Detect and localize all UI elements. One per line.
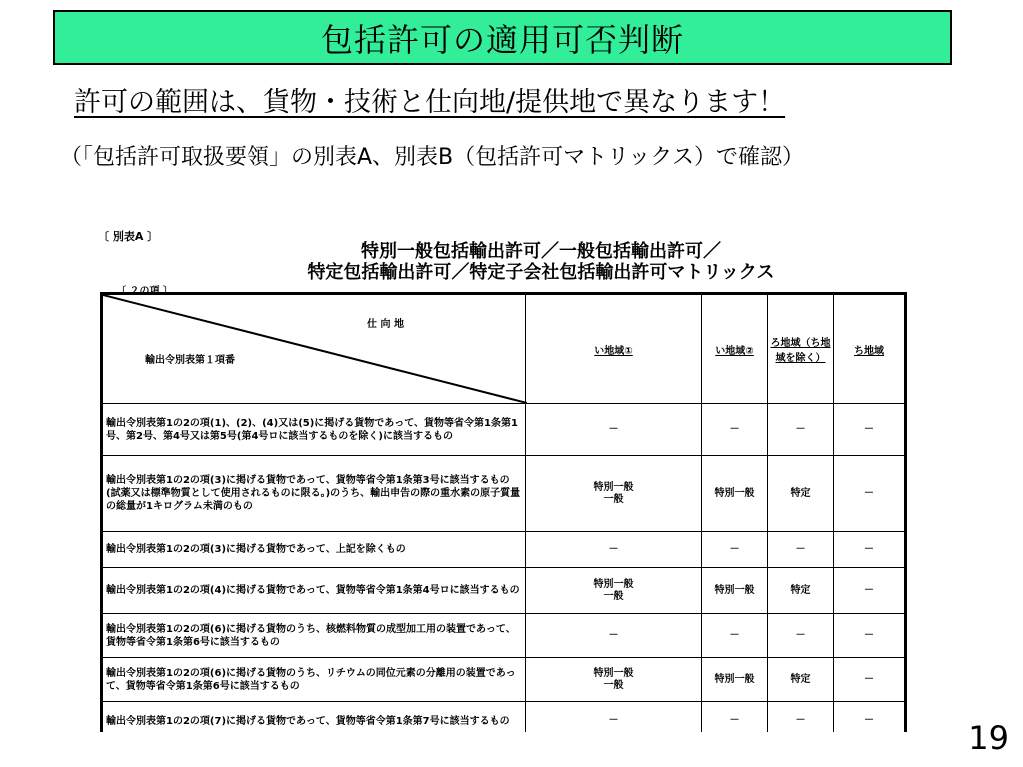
table-cell: － xyxy=(768,532,834,568)
table-cell: － xyxy=(702,404,768,456)
doc-title xyxy=(246,241,836,283)
table-row xyxy=(102,404,906,456)
row-description: 輸出令別表第1の2の項(3)に掲げる貨物であって、貨物等省令第1条第3号に該当するもの(試薬又は標準物質として使用されるものに限る。)のうち、輸出申告の際の重水素の原子質量の総量が1キログラム未満のもの xyxy=(102,456,526,532)
corner-origin-label: 輸出令別表第１項番 xyxy=(145,355,235,366)
table-cell: 特別一般 xyxy=(702,568,768,614)
table-cell: 特別一般 xyxy=(702,658,768,702)
matrix-document-image xyxy=(96,226,908,732)
table-cell: － xyxy=(702,702,768,733)
row-description: 輸出令別表第1の2の項(3)に掲げる貨物であって、上記を除くもの xyxy=(102,532,526,568)
column-header xyxy=(834,294,906,404)
doc-label: 〔 別表A 〕 xyxy=(98,230,159,243)
table-cell: 特定 xyxy=(768,658,834,702)
table-row xyxy=(102,532,906,568)
row-description: 輸出令別表第1の2の項(6)に掲げる貨物のうち、リチウムの同位元素の分離用の装置であって、貨物等省令第1条第6号に該当するもの xyxy=(102,658,526,702)
column-header xyxy=(526,294,702,404)
table-cell: － xyxy=(834,456,906,532)
table-cell: － xyxy=(834,404,906,456)
table-cell: － xyxy=(834,614,906,658)
table-cell: 特定 xyxy=(768,568,834,614)
table-cell: － xyxy=(526,404,702,456)
column-header-label: い地域① xyxy=(594,345,633,357)
table-cell: 特別一般 一般 xyxy=(526,658,702,702)
table-row xyxy=(102,568,906,614)
table-cell: 特別一般 xyxy=(702,456,768,532)
table-row xyxy=(102,456,906,532)
table-cell: － xyxy=(768,702,834,733)
slide-note: （「包括許可取扱要領」の別表A、別表B（包括許可マトリックス）で確認） xyxy=(60,145,805,170)
column-header-label: い地域② xyxy=(715,345,754,357)
corner-destination-label: 仕 向 地 xyxy=(367,319,404,330)
column-header xyxy=(768,294,834,404)
table-row xyxy=(102,702,906,733)
matrix-table xyxy=(100,292,907,732)
table-cell: － xyxy=(702,532,768,568)
table-cell: － xyxy=(526,532,702,568)
matrix-header-row xyxy=(102,294,906,404)
table-cell: － xyxy=(834,532,906,568)
table-row xyxy=(102,658,906,702)
table-row xyxy=(102,614,906,658)
table-cell: － xyxy=(526,614,702,658)
column-header xyxy=(702,294,768,404)
doc-title-line1: 特別一般包括輸出許可／一般包括輸出許可／ xyxy=(361,241,721,262)
table-cell: － xyxy=(702,614,768,658)
column-header-label: ち地域 xyxy=(854,345,884,357)
table-cell: 特別一般 一般 xyxy=(526,568,702,614)
row-description: 輸出令別表第1の2の項(1)、(2)、(4)又は(5)に掲げる貨物であって、貨物等省令第1条第1号、第2号、第4号又は第5号(第4号ロに該当するものを除く)に該当するもの xyxy=(102,404,526,456)
table-cell: － xyxy=(834,658,906,702)
table-cell: 特定 xyxy=(768,456,834,532)
page-number: 19 xyxy=(968,719,1009,757)
table-cell: － xyxy=(834,568,906,614)
row-description: 輸出令別表第1の2の項(7)に掲げる貨物であって、貨物等省令第1条第7号に該当するもの xyxy=(102,702,526,733)
corner-diagonal-line xyxy=(103,295,527,403)
slide-subtitle: 許可の範囲は、貨物・技術と仕向地/提供地で異なります！ xyxy=(74,87,786,118)
row-description: 輸出令別表第1の2の項(6)に掲げる貨物のうち、核燃料物質の成型加工用の装置であって、貨物等省令第1条第6号に該当するもの xyxy=(102,614,526,658)
doc-title-line2: 特定包括輸出許可／特定子会社包括輸出許可マトリックス xyxy=(307,262,775,283)
table-cell: － xyxy=(526,702,702,733)
slide-title: 包括許可の適用可否判断 xyxy=(53,10,952,65)
matrix-corner-cell xyxy=(102,294,526,404)
table-cell: － xyxy=(768,404,834,456)
doc-item-label: 〔 ２の項 〕 xyxy=(116,286,173,297)
column-header-label: ろ地域（ち地域を除く） xyxy=(770,338,831,364)
table-cell: － xyxy=(768,614,834,658)
table-cell: － xyxy=(834,702,906,733)
table-cell: 特別一般 一般 xyxy=(526,456,702,532)
row-description: 輸出令別表第1の2の項(4)に掲げる貨物であって、貨物等省令第1条第4号ロに該当するもの xyxy=(102,568,526,614)
